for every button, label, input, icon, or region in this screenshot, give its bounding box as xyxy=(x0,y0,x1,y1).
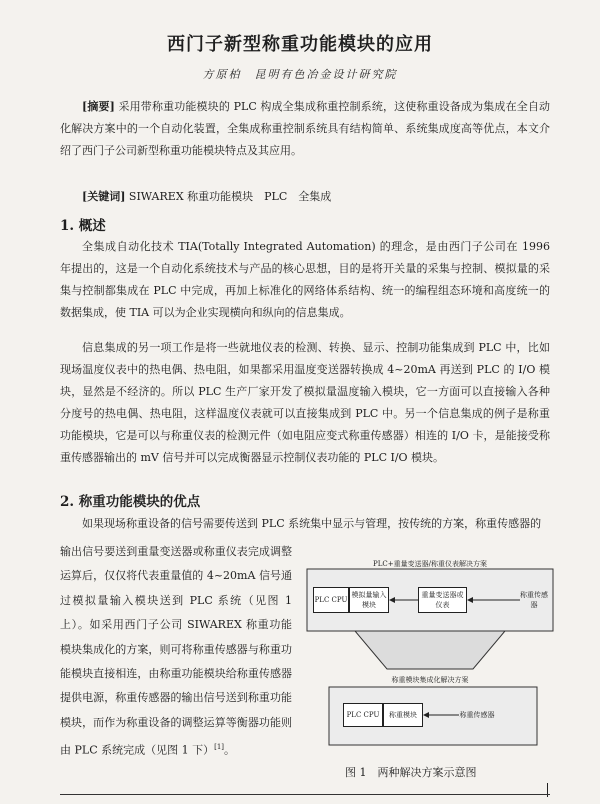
keywords xyxy=(60,186,550,208)
figure-1 xyxy=(305,557,555,767)
top-weight-transmitter: 重量变送器或仪表 xyxy=(418,587,467,613)
top-plc-cpu: PLC CPU xyxy=(313,587,349,613)
bottom-weighing-module: 称重模块 xyxy=(383,703,423,727)
section-1-paragraph-1: 全集成自动化技术 TIA(Totally Integrated Automation) 的理念，是由西门子公司在 1996 年提出的，这是一个自动化系统技术与产品的核心思想，目的是将开关量的采集与控制、模拟量的采集与控制都集成在 PLC 中完成，再加上标准化的网络体系结构、统一的编程组态环境和高度统一的数据集成，使 TIA 可以为企业实现横向和纵向的信息集成。 xyxy=(60,240,550,319)
funnel-shape xyxy=(355,631,505,669)
bottom-plc-cpu: PLC CPU xyxy=(343,703,383,727)
section-2-column-text xyxy=(60,540,292,763)
section-2-first-line: 如果现场称重设备的信号需要传送到 PLC 系统集中显示与管理，按传统的方案，称重传感器的 xyxy=(82,517,542,530)
figure-bottom-title: 称重模块集成化解决方案 xyxy=(391,676,469,684)
top-analog-input-module: 模拟量输入模块 xyxy=(349,587,389,613)
keywords-label: [关键词] xyxy=(82,190,126,203)
paper-title: 西门子新型称重功能模块的应用 xyxy=(167,34,433,55)
section-1-paragraph-2: 信息集成的另一项工作是将一些就地仪表的检测、转换、显示、控制功能集成到 PLC 中，比如现场温度仪表中的热电偶、热电阻，如果都采用温度变送器转换成 4~20mA 再送到 PLC 的 I/O 模块，显然是不经济的。所以 PLC 生产厂家开发了模拟量温度输入模块，它一方面可以直接输入各种分度号的热电偶、热电阻，这样温度仪表就可以直接集成到 PLC 中。另一个信息集成的例子是称重功能模块，它是可以与称重仪表的检测元件（如电阻应变式称重传感器）相连的 I/O 卡，是能接受称重传感器输出的 mV 信号并可以完成衡器显示控制仪表功能的 PLC I/O 模块。 xyxy=(60,341,550,464)
section-2-end: 。 xyxy=(224,743,236,757)
citation-ref: [1] xyxy=(214,743,225,752)
section-2-heading: 2. 称重功能模块的优点 xyxy=(60,494,201,510)
figure-top-title: PLC+重量变送器/称重仪表解决方案 xyxy=(373,560,487,568)
bottom-weighing-sensor: 称重传感器 xyxy=(459,711,495,719)
keywords-text: SIWAREX 称重功能模块 PLC 全集成 xyxy=(128,190,332,203)
paper-authors: 方原柏 昆明有色冶金设计研究院 xyxy=(202,68,398,81)
section-2-body: 输出信号要送到重量变送器或称重仪表完成调整运算后，仅仅将代表重量值的 4~20mA 信号通过模拟量输入模块送到 PLC 系统（见图 1 上）。如采用西门子公司 SIWAREX 称重功能模块集成化的方案，则可将称重传感器与称重功能模块直接相连，由称重功能模块给称重传感器提供电源，称重传感器的输出信号送到称重功能模块，而作为称重设备的调整运算等衡器功能则由 PLC 系统完成（见图 1 下） xyxy=(60,545,292,757)
section-1-heading: 1. 概述 xyxy=(60,218,106,234)
top-weighing-sensor: 称重传感器 xyxy=(520,591,548,609)
abstract-label: [摘要] xyxy=(82,100,115,113)
abstract-text: 采用带称重功能模块的 PLC 构成全集成称重控制系统，这使称重设备成为集成在全自动化解决方案中的一个自动化装置，全集成称重控制系统具有结构简单、系统集成度高等优点，本文介绍了西门子公司新型称重功能模块特点及其应用。 xyxy=(60,100,551,157)
figure-1-caption: 图 1 两种解决方案示意图 xyxy=(345,766,477,779)
abstract xyxy=(60,96,550,162)
footer-rule xyxy=(60,794,550,795)
